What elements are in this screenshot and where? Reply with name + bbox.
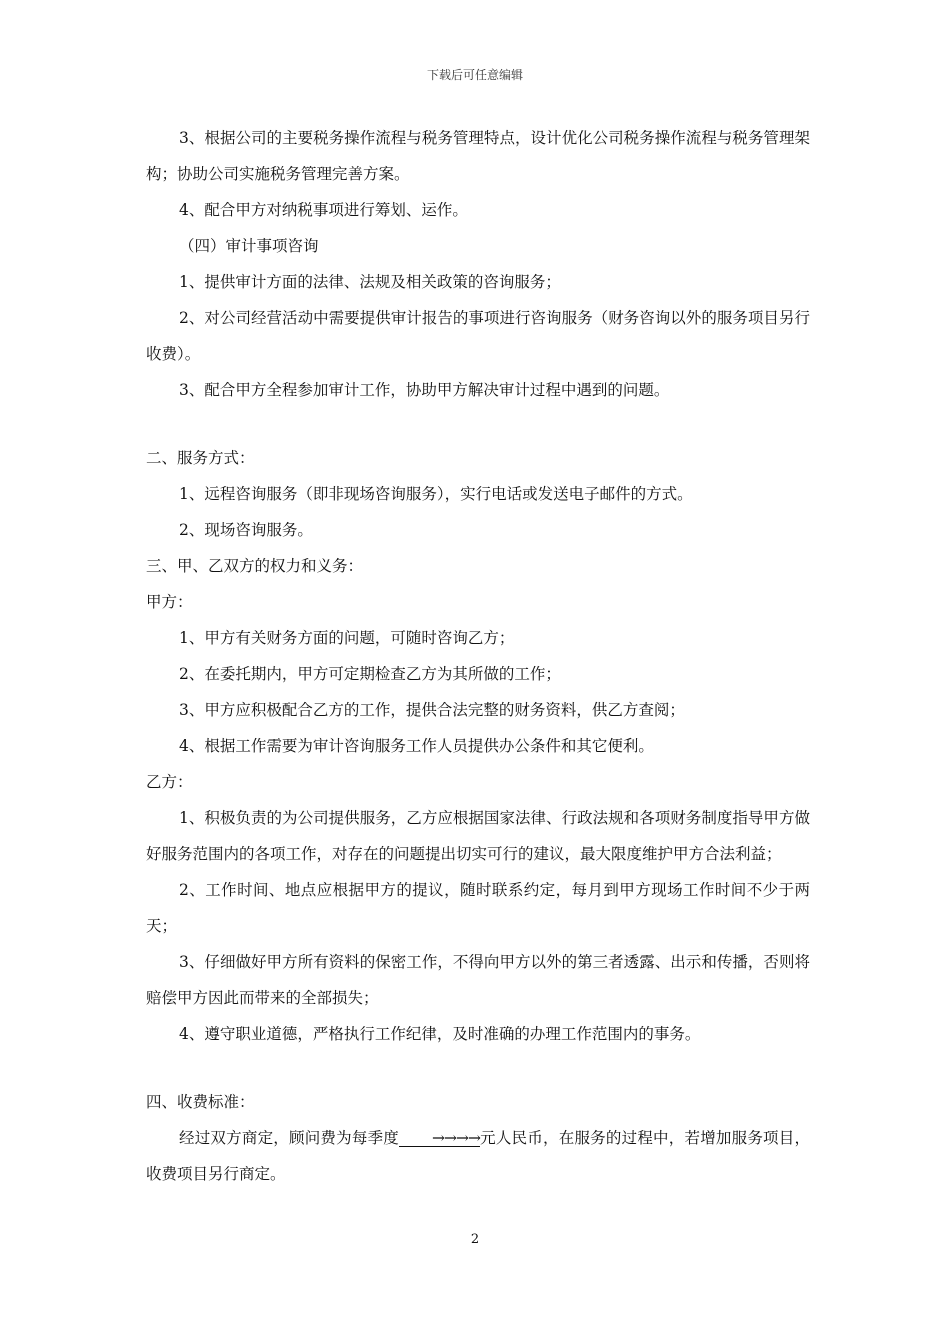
paragraph: 1、远程咨询服务（即非现场咨询服务），实行电话或发送电子邮件的方式。 (179, 485, 693, 503)
list-item: 1、甲方有关财务方面的问题，可随时咨询乙方； (179, 629, 515, 647)
list-item: 2、工作时间、地点应根据甲方的提议，随时联系约定，每月到甲方现场工作时间不少于两天； (146, 881, 810, 935)
paragraph: 1、提供审计方面的法律、法规及相关政策的咨询服务； (179, 273, 561, 291)
paragraph: 2、现场咨询服务。 (179, 521, 313, 539)
list-item: 3、甲方应积极配合乙方的工作，提供合法完整的财务资料，供乙方查阅； (179, 701, 685, 719)
paragraph: 3、配合甲方全程参加审计工作，协助甲方解决审计过程中遇到的问题。 (179, 381, 670, 399)
spacer (146, 408, 810, 440)
party-heading: 甲方： (146, 593, 193, 611)
section-heading: 四、收费标准： (146, 1093, 255, 1111)
list-item: 4、根据工作需要为审计咨询服务工作人员提供办公条件和其它便利。 (179, 737, 654, 755)
section-heading: 三、甲、乙双方的权力和义务： (146, 557, 364, 575)
list-item: 4、遵守职业道德，严格执行工作纪律，及时准确的办理工作范围内的事务。 (179, 1025, 701, 1043)
list-item: 2、在委托期内，甲方可定期检查乙方为其所做的工作； (179, 665, 561, 683)
list-item: 3、仔细做好甲方所有资料的保密工作，不得向甲方以外的第三者透露、出示和传播，否则将赔偿甲方因此而带来的全部损失； (146, 953, 810, 1007)
paragraph: 2、对公司经营活动中需要提供审计报告的事项进行咨询服务（财务咨询以外的服务项目另行收费）。 (146, 309, 810, 363)
page-header: 下载后可任意编辑 (426, 68, 523, 82)
spacer (146, 1052, 810, 1084)
paragraph: 4、配合甲方对纳税事项进行筹划、运作。 (179, 201, 468, 219)
fee-text-before: 经过双方商定，顾问费为每季度 (179, 1129, 400, 1147)
fee-paragraph (146, 1120, 810, 1192)
subsection-heading: （四）审计事项咨询 (179, 237, 319, 255)
party-heading: 乙方： (146, 773, 193, 791)
document-body (146, 120, 810, 1192)
fee-amount-blank: →→→→ (399, 1130, 480, 1147)
section-heading: 二、服务方式： (146, 449, 255, 467)
fee-text-after: 元人民币，在服务的过程中，若增加服务项目，收费项目另行商定。 (146, 1129, 810, 1183)
paragraph: 3、根据公司的主要税务操作流程与税务管理特点，设计优化公司税务操作流程与税务管理架构；协助公司实施税务管理完善方案。 (146, 129, 810, 183)
list-item: 1、积极负责的为公司提供服务，乙方应根据国家法律、行政法规和各项财务制度指导甲方做好服务范围内的各项工作，对存在的问题提出切实可行的建议，最大限度维护甲方合法利益； (146, 809, 810, 863)
page-number: 2 (470, 1232, 480, 1247)
